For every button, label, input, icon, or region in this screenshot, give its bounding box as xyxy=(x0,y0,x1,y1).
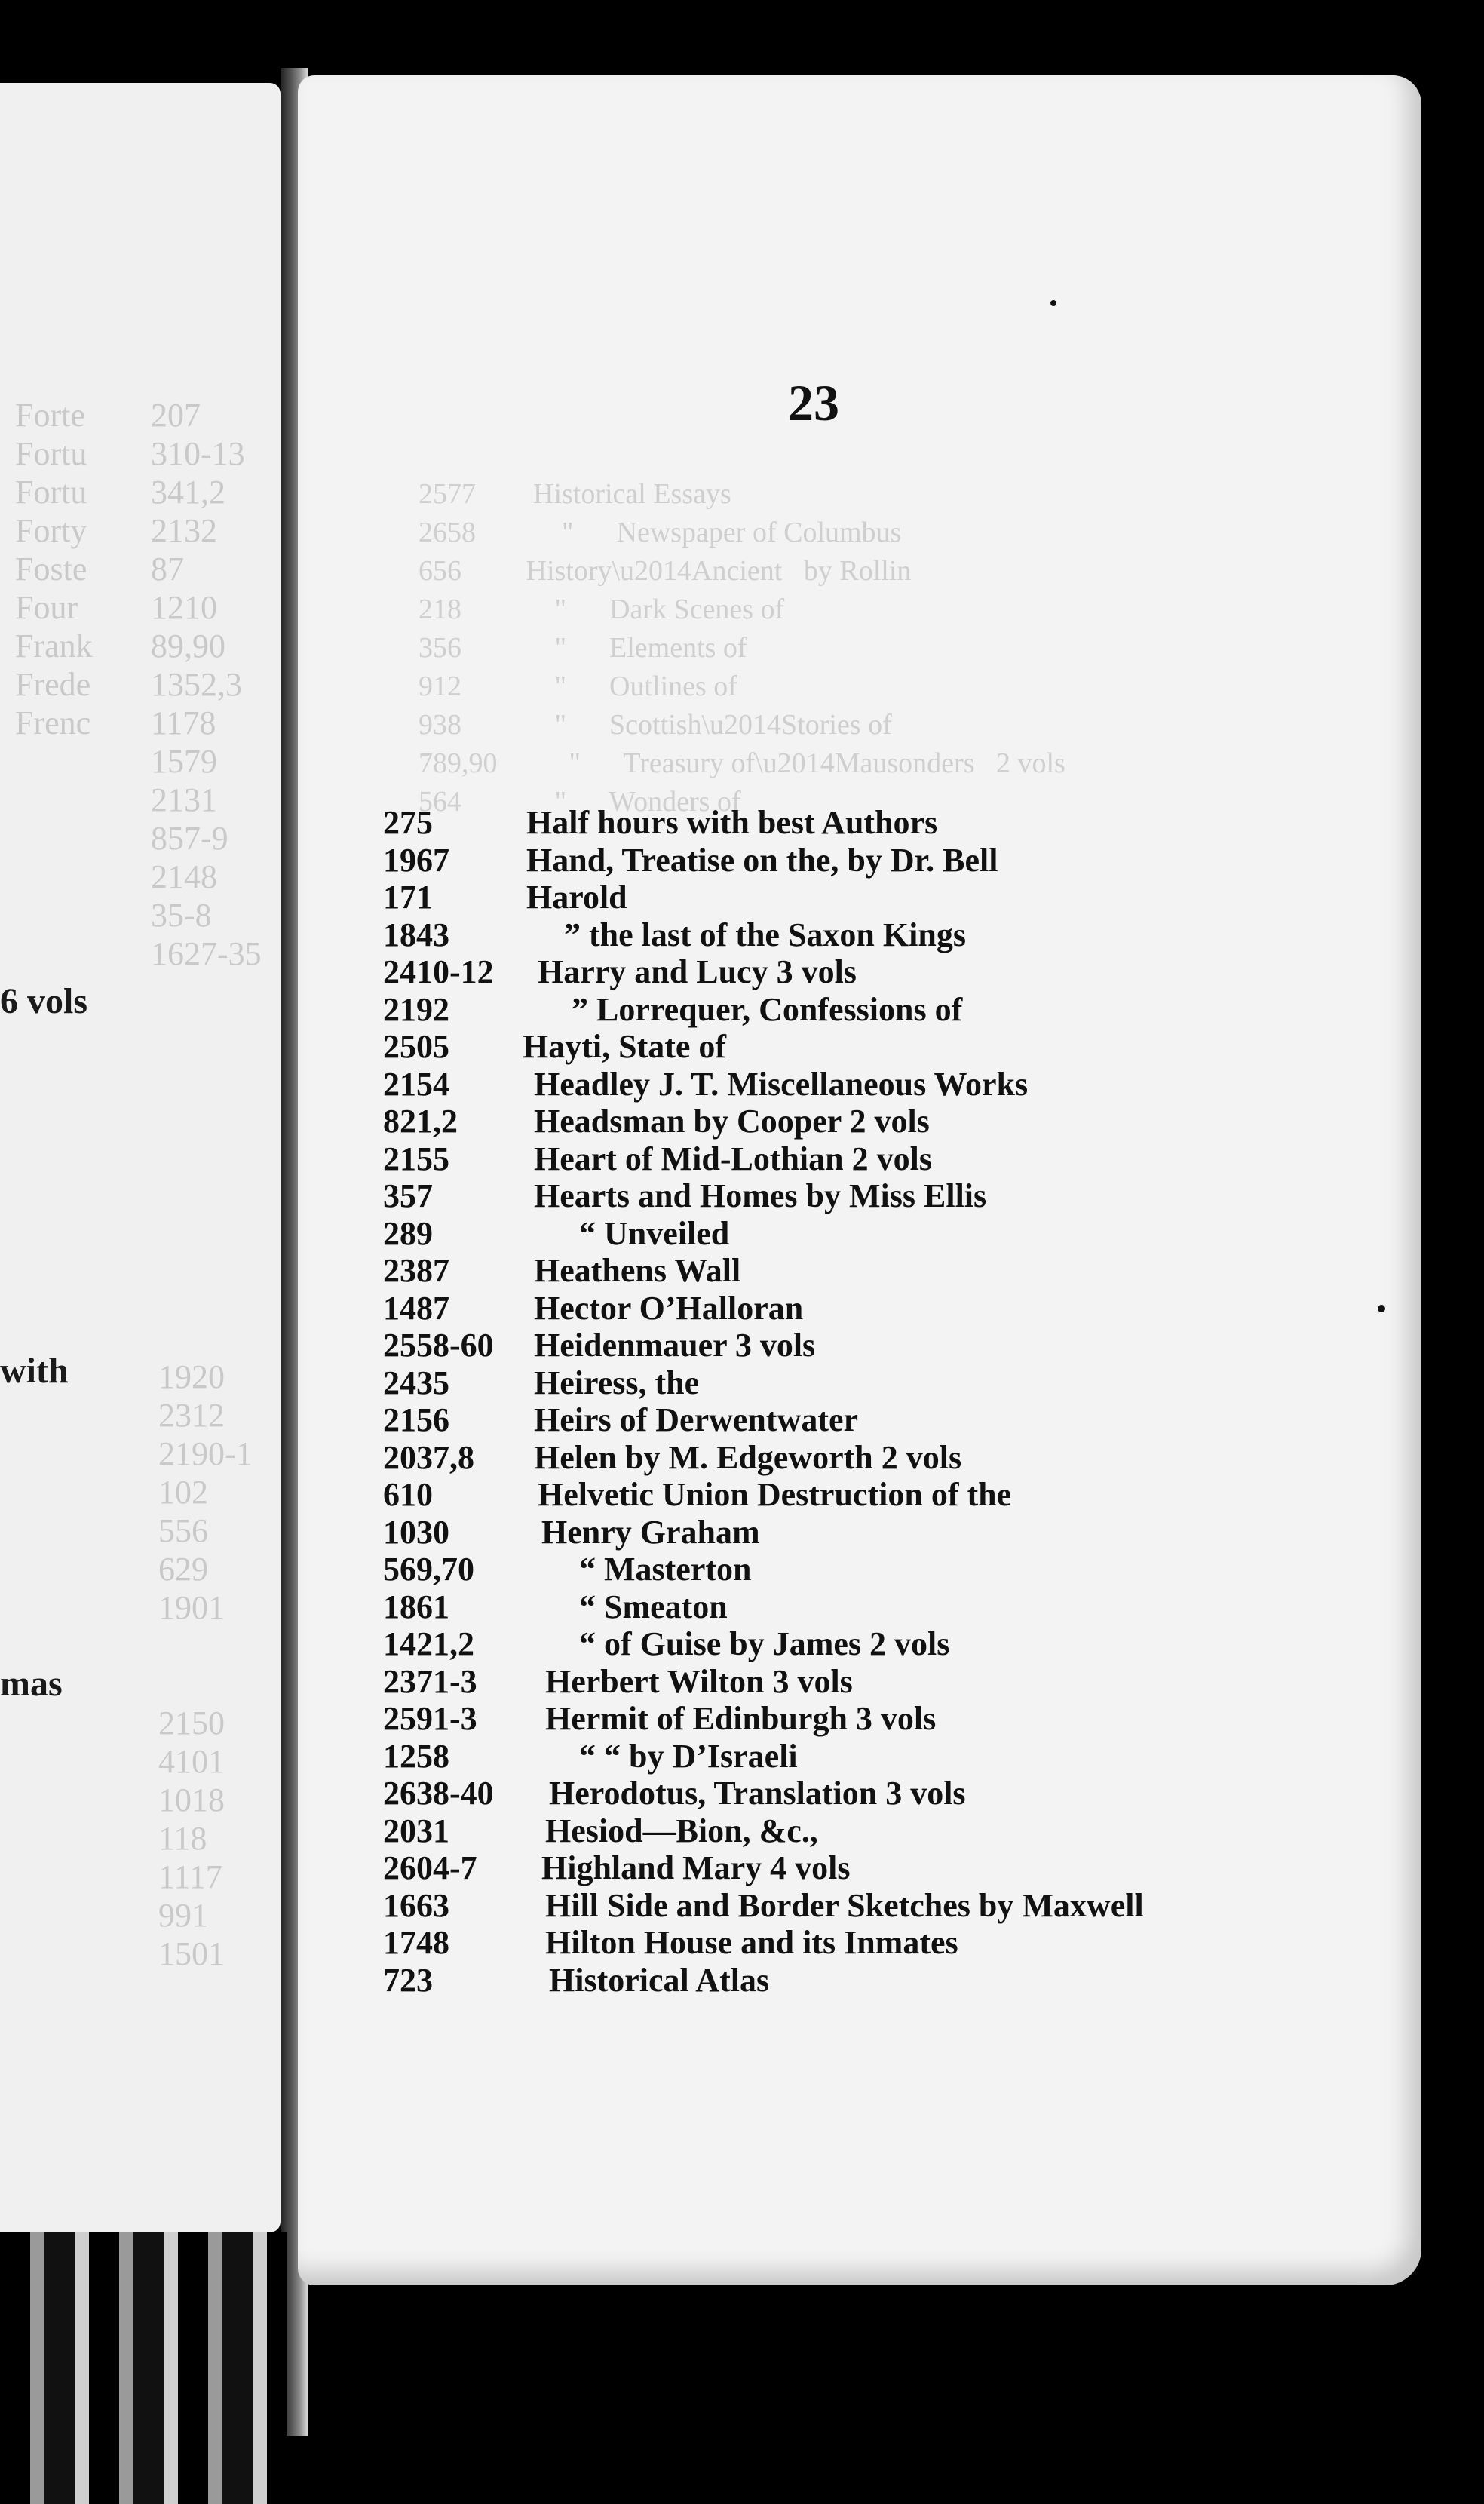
list-item xyxy=(383,1065,1409,1103)
entry-number: 1861 xyxy=(383,1588,449,1625)
entry-number: 2387 xyxy=(383,1252,449,1289)
list-item xyxy=(383,953,1409,990)
entry-title: Half hours with best Authors xyxy=(526,804,938,841)
entry-title: Heirs of Derwentwater xyxy=(534,1401,859,1438)
list-item xyxy=(383,1214,1409,1252)
catalog-entries xyxy=(383,803,1409,1998)
entry-number: 2371-3 xyxy=(383,1662,477,1700)
list-item xyxy=(383,1475,1409,1513)
entry-title: Henry Graham xyxy=(541,1513,760,1551)
entry-number: 1843 xyxy=(383,916,449,953)
list-item xyxy=(383,1737,1409,1775)
entry-number: 1663 xyxy=(383,1886,449,1924)
entry-number: 2638-40 xyxy=(383,1775,494,1812)
list-item xyxy=(383,1438,1409,1476)
list-item xyxy=(383,878,1409,916)
entry-number: 2435 xyxy=(383,1364,449,1401)
entry-title: Helvetic Union Destruction of the xyxy=(538,1476,1012,1513)
list-item xyxy=(383,1588,1409,1625)
entry-number: 289 xyxy=(383,1214,433,1252)
left-page xyxy=(0,83,281,2232)
list-item xyxy=(383,1699,1409,1737)
entry-title: Heathens Wall xyxy=(534,1252,741,1289)
list-item xyxy=(383,1550,1409,1588)
entry-number: 2410-12 xyxy=(383,953,494,990)
entry-title: Hayti, State of xyxy=(523,1028,727,1065)
entry-number: 2604-7 xyxy=(383,1849,477,1886)
list-item xyxy=(383,841,1409,879)
entry-title: Heidenmauer 3 vols xyxy=(534,1327,816,1364)
list-item xyxy=(383,1289,1409,1327)
entry-number: 1421,2 xyxy=(383,1625,474,1662)
list-item xyxy=(383,803,1409,841)
entry-title: Helen by M. Edgeworth 2 vols xyxy=(534,1438,962,1476)
entry-number: 1030 xyxy=(383,1513,449,1551)
page-number: 23 xyxy=(788,374,839,431)
list-item xyxy=(383,1849,1409,1886)
main-page xyxy=(298,75,1421,2285)
entry-title: Herbert Wilton 3 vols xyxy=(545,1662,853,1700)
entry-title: Herodotus, Translation 3 vols xyxy=(549,1775,966,1812)
entry-title: Hilton House and its Inmates xyxy=(545,1924,958,1961)
list-item xyxy=(383,1662,1409,1700)
left-fragment-3: mas xyxy=(0,1664,63,1704)
list-item xyxy=(383,990,1409,1028)
list-item xyxy=(383,1961,1409,1999)
entry-title: Hand, Treatise on the, by Dr. Bell xyxy=(526,841,998,879)
list-item xyxy=(383,1812,1409,1849)
bleed-through-numbers: 207 310-13 341,2 2132 87 1210 89,90 1352,3 1178 1579 2131 857-9 2148 35-8 1627-35 xyxy=(151,397,262,972)
entry-title: Hesiod—Bion, &c., xyxy=(545,1812,818,1849)
entry-number: 1487 xyxy=(383,1289,449,1327)
entry-number: 610 xyxy=(383,1476,433,1513)
entry-title: ” Lorrequer, Confessions of xyxy=(572,990,963,1028)
entry-title: Hector O’Halloran xyxy=(534,1289,804,1327)
entry-title: Heart of Mid-Lothian 2 vols xyxy=(534,1140,932,1177)
list-item xyxy=(383,1625,1409,1662)
entry-title: Headley J. T. Miscellaneous Works xyxy=(534,1065,1029,1103)
entry-number: 723 xyxy=(383,1961,433,1999)
ink-dot xyxy=(1050,300,1056,306)
list-item xyxy=(383,1923,1409,1961)
entry-number: 2591-3 xyxy=(383,1700,477,1737)
entry-title: Historical Atlas xyxy=(549,1961,770,1999)
list-item xyxy=(383,1027,1409,1065)
bleed-through-main: 2577 Historical Essays 2658 " Newspaper of Columbus 656 History\u2014Ancient by Rollin 218 " Dark Scenes of 356 " Elements of 912 " Outlines of 938 " Scottish\u2014Stories of 789,90 " Treasury of\u2014Mausonders 2 vols 564 " Wonders of xyxy=(419,478,1065,818)
entry-number: 2505 xyxy=(383,1028,449,1065)
list-item xyxy=(383,1251,1409,1289)
list-item xyxy=(383,1177,1409,1214)
entry-number: 275 xyxy=(383,804,433,841)
entry-title: Hermit of Edinburgh 3 vols xyxy=(545,1700,937,1737)
entry-title: Harold xyxy=(526,879,627,916)
entry-number: 821,2 xyxy=(383,1103,458,1140)
entry-title: Harry and Lucy 3 vols xyxy=(538,953,857,990)
entry-title: “ “ by D’Israeli xyxy=(579,1737,798,1775)
entry-number: 2154 xyxy=(383,1065,449,1103)
entry-title: Heiress, the xyxy=(534,1364,700,1401)
list-item xyxy=(383,1774,1409,1812)
list-item xyxy=(383,916,1409,953)
entry-title: “ Masterton xyxy=(579,1551,752,1588)
entry-title: “ of Guise by James 2 vols xyxy=(579,1625,950,1662)
entry-title: “ Smeaton xyxy=(579,1588,728,1625)
entry-number: 357 xyxy=(383,1177,433,1214)
list-item xyxy=(383,1886,1409,1924)
entry-title: Hearts and Homes by Miss Ellis xyxy=(534,1177,987,1214)
list-item xyxy=(383,1140,1409,1177)
entry-number: 569,70 xyxy=(383,1551,474,1588)
entry-number: 171 xyxy=(383,879,433,916)
entry-number: 2558-60 xyxy=(383,1327,494,1364)
entry-title: ” the last of the Saxon Kings xyxy=(564,916,966,953)
list-item xyxy=(383,1102,1409,1140)
entry-number: 2037,8 xyxy=(383,1438,474,1476)
entry-number: 1967 xyxy=(383,841,449,879)
page-edges xyxy=(0,2232,287,2504)
entry-title: Headsman by Cooper 2 vols xyxy=(534,1103,930,1140)
entry-number: 2031 xyxy=(383,1812,449,1849)
entry-number: 2155 xyxy=(383,1140,449,1177)
list-item xyxy=(383,1326,1409,1364)
bleed-through-numbers-lower: 1920 2312 2190-1 102 556 629 1901 2150 4101 1018 118 1117 991 1501 xyxy=(158,1358,253,1972)
left-fragment-1: 6 vols xyxy=(0,981,88,1021)
entry-number: 1748 xyxy=(383,1924,449,1961)
left-fragment-2: with xyxy=(0,1351,69,1391)
bleed-through-text: Forte Fortu Fortu Forty Foste Four Frank Frede Frenc xyxy=(15,397,93,741)
entry-number: 2156 xyxy=(383,1401,449,1438)
list-item xyxy=(383,1401,1409,1438)
entry-title: Highland Mary 4 vols xyxy=(541,1849,851,1886)
list-item xyxy=(383,1364,1409,1401)
entry-number: 2192 xyxy=(383,990,449,1028)
list-item xyxy=(383,1513,1409,1551)
entry-title: “ Unveiled xyxy=(579,1214,730,1252)
entry-number: 1258 xyxy=(383,1737,449,1775)
entry-title: Hill Side and Border Sketches by Maxwell xyxy=(545,1886,1144,1924)
